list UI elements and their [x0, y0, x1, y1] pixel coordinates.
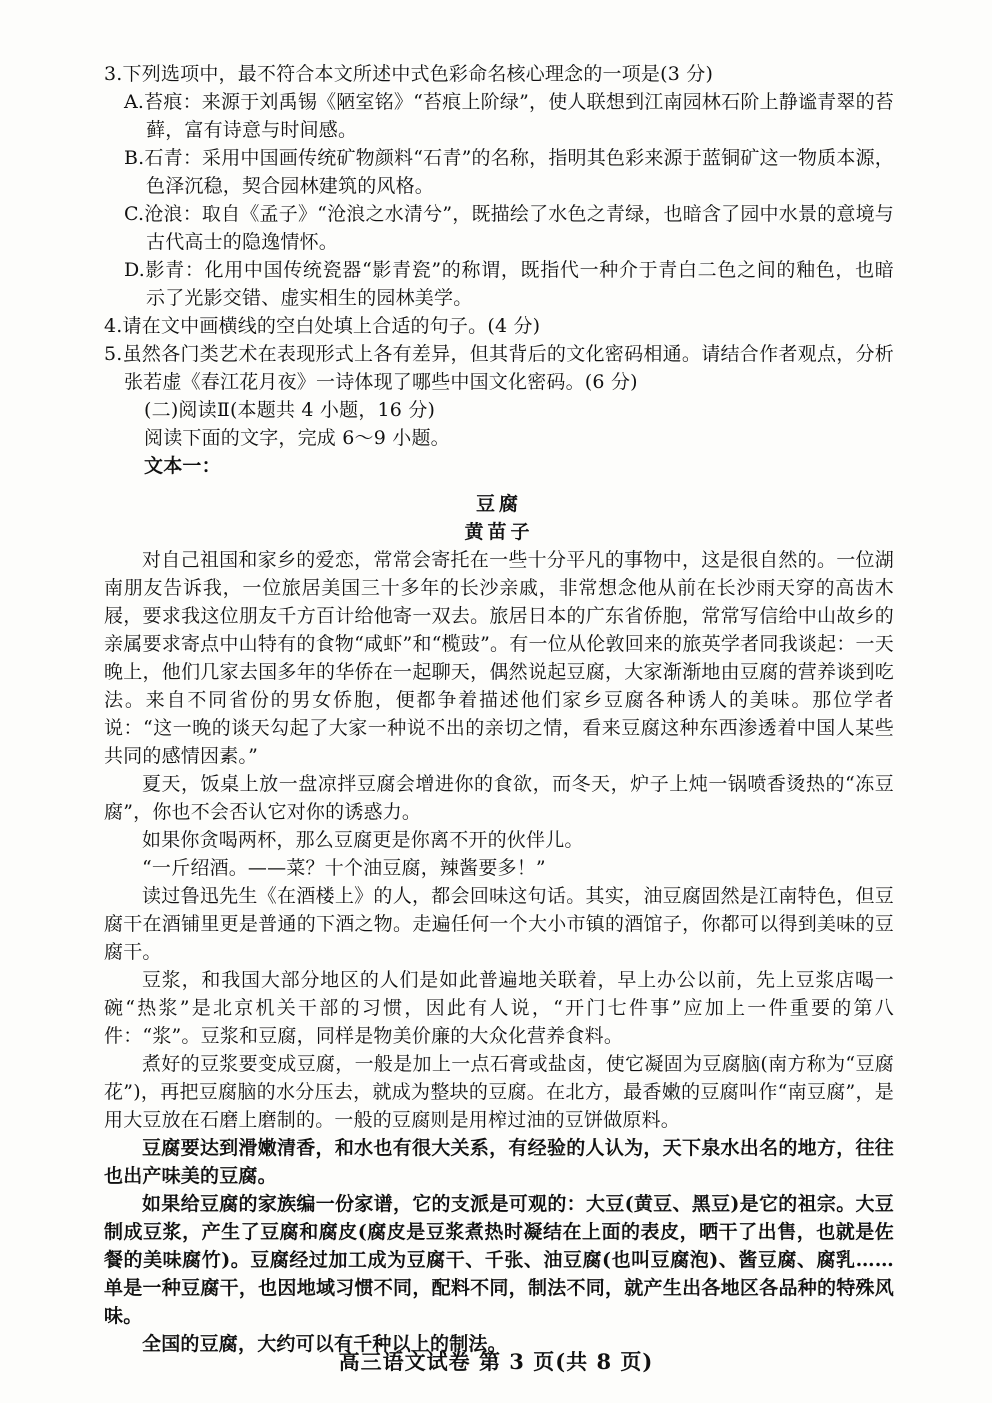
article-title: 豆腐 — [475, 493, 522, 515]
article-paragraph: 煮好的豆浆要变成豆腐，一般是加上一点石膏或盐卤，使它凝固为豆腐脑(南方称为“豆腐花”)，再把豆腐脑的水分压去，就成为整块的豆腐。在北方，最香嫩的豆腐叫作“南豆腐”，是用大豆放在石磨上磨制的。一般的豆腐则是用榨过油的豆饼做原料。 — [104, 1053, 894, 1131]
section-instruction: 阅读下面的文字，完成 6～9 小题。 — [144, 427, 450, 449]
article-paragraph: 对自己祖国和家乡的爱恋，常常会寄托在一些十分平凡的事物中，这是很自然的。一位湖南朋友告诉我，一位旅居美国三十多年的长沙亲戚，非常想念他从前在长沙雨天穿的高齿木屐，要求我这位朋友千方百计给他寄一双去。旅居日本的广东省侨胞，常常写信给中山故乡的亲属要求寄点中山特有的食物“咸虾”和“榄豉”。有一位从伦敦回来的旅英学者同我谈起：一天晚上，他们几家去国多年的华侨在一起聊天，偶然说起豆腐，大家渐渐地由豆腐的营养谈到吃法。来自不同省份的男女侨胞，便都争着描述他们家乡豆腐各种诱人的美味。那位学者说：“这一晚的谈天勾起了大家一种说不出的亲切之情，看来豆腐这种东西渗透着中国人某些共同的感情因素。” — [104, 549, 894, 767]
article-paragraph: 夏天，饭桌上放一盘凉拌豆腐会增进你的食欲，而冬天，炉子上炖一锅喷香烫热的“冻豆腐”，你也不会否认它对你的诱惑力。 — [104, 773, 894, 823]
article-paragraph: “一斤绍酒。——菜？十个油豆腐，辣酱要多！” — [142, 857, 546, 879]
question-3-option-c: C.沧浪：取自《孟子》“沧浪之水清兮”，既描绘了水色之青绿，也暗含了园中水景的意境与古代高士的隐逸情怀。 — [124, 203, 894, 253]
question-3-option-b: B.石青：采用中国画传统矿物颜料“石青”的名称，指明其色彩来源于蓝铜矿这一物质本源，色泽沉稳，契合园林建筑的风格。 — [124, 147, 894, 197]
question-5: 5.虽然各门类艺术在表现形式上各有差异，但其背后的文化密码相通。请结合作者观点，分析张若虚《春江花月夜》一诗体现了哪些中国文化密码。(6 分) — [104, 343, 894, 393]
article-paragraph: 如果给豆腐的家族编一份家谱，它的支派是可观的：大豆(黄豆、黑豆)是它的祖宗。大豆制成豆浆，产生了豆腐和腐皮(腐皮是豆浆煮热时凝结在上面的表皮，晒干了出售，也就是佐餐的美味腐竹)。豆腐经过加工成为豆腐干、千张、油豆腐(也叫豆腐泡)、酱豆腐、腐乳……单是一种豆腐干，也因地域习惯不同，配料不同，制法不同，就产生出各地区各品种的特殊风味。 — [104, 1193, 894, 1327]
page-content — [104, 60, 894, 1358]
page-footer: 高三语文试卷 第 3 页(共 8 页) — [338, 1349, 654, 1374]
question-4: 4.请在文中画横线的空白处填上合适的句子。(4 分) — [104, 315, 541, 337]
section-heading: (二)阅读Ⅱ(本题共 4 小题，16 分) — [144, 399, 436, 421]
article-paragraph: 如果你贪喝两杯，那么豆腐更是你离不开的伙伴儿。 — [142, 829, 584, 851]
question-3-option-d: D.影青：化用中国传统瓷器“影青瓷”的称谓，既指代一种介于青白二色之间的釉色，也暗示了光影交错、虚实相生的园林美学。 — [124, 259, 894, 309]
text-label: 文本一： — [144, 455, 221, 477]
article-paragraph: 豆腐要达到滑嫩清香，和水也有很大关系，有经验的人认为，天下泉水出名的地方，往往也出产味美的豆腐。 — [104, 1137, 894, 1187]
article-author: 黄苗子 — [464, 521, 534, 543]
article-paragraph: 全国的豆腐，大约可以有千种以上的制法。 — [142, 1333, 507, 1355]
article-paragraph: 豆浆，和我国大部分地区的人们是如此普遍地关联着，早上办公以前，先上豆浆店喝一碗“热浆”是北京机关干部的习惯，因此有人说，“开门七件事”应加上一件重要的第八件：“浆”。豆浆和豆腐，同样是物美价廉的大众化营养食料。 — [104, 969, 894, 1047]
question-3-option-a: A.苔痕：来源于刘禹锡《陋室铭》“苔痕上阶绿”，使人联想到江南园林石阶上静谧青翠的苔藓，富有诗意与时间感。 — [124, 91, 894, 141]
article-paragraph: 读过鲁迅先生《在酒楼上》的人，都会回味这句话。其实，油豆腐固然是江南特色，但豆腐干在酒铺里更是普通的下酒之物。走遍任何一个大小市镇的酒馆子，你都可以得到美味的豆腐干。 — [104, 885, 894, 963]
question-3-stem: 3.下列选项中，最不符合本文所述中式色彩命名核心理念的一项是(3 分) — [104, 63, 714, 85]
